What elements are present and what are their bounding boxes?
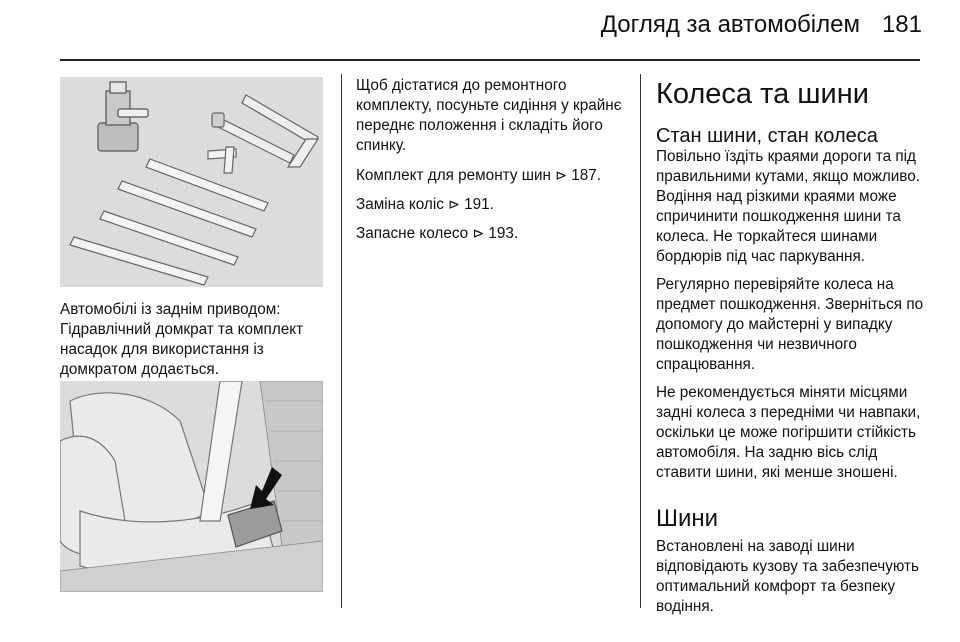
link-wheel-changing[interactable] [356,194,636,215]
link-spare-wheel[interactable] [356,223,636,244]
link-label: Комплект для ремонту шин [356,167,551,184]
middle-column [356,76,636,252]
repair-kit-access-text: Щоб дістатися до ремонтного комплекту, посуньте сидіння у крайнє переднє положення і складіть його спинку. [356,77,622,154]
cross-reference-arrow-icon: ⊳ [555,167,567,183]
column-divider-left [341,74,342,608]
link-label: Заміна коліс [356,196,444,213]
paragraph-tyres: Встановлені на заводі шини відповідають кузову та забезпечують оптимальний комфорт та безпеку водіння. [656,538,920,615]
section-title: Колеса та шини [656,78,869,110]
paragraph-wheel-rotation: Не рекомендується міняти місцями задні колеса з передніми чи навпаки, оскільки це може погіршити стійкість автомобіля. На задню вісь слід ставити шини, які менше зношені. [656,384,921,481]
figure-tool-storage-location [60,381,323,592]
cross-reference-arrow-icon: ⊳ [472,225,485,241]
jack-and-tool-kit-icon [60,77,323,287]
figure-jack-tool-kit [60,77,323,287]
right-column [656,76,924,625]
header-rule [60,59,920,61]
paragraph-check-wheels: Регулярно перевіряйте колеса на предмет пошкодження. Зверніться по допомогу до майстерні у випадку пошкодження чи незвичного спрацювання. [656,276,924,373]
link-page: 193. [488,225,519,242]
link-page: 191. [464,196,494,213]
running-header-title: Догляд за автомобілем [600,11,860,38]
link-page: 187. [571,167,601,184]
tyres-section-title: Шини [656,505,719,532]
page-number: 181 [881,11,922,38]
paragraph-driving-edges: Повільно їздіть краями дороги та під правильними кутами, якщо можливо. Водіння над різкими краями може спричинити пошкодження шини та колеса. Не торкайтеся шинами бордюрів під час паркування. [656,148,920,265]
seat-storage-location-icon [60,381,323,592]
link-tyre-repair-kit[interactable] [356,165,636,186]
cross-reference-arrow-icon: ⊳ [448,196,460,212]
figure-caption: Автомобілі із заднім приводом: Гідравлічний домкрат та комплект насадок для використання із домкратом додається. [60,301,304,378]
column-divider-right [640,74,641,608]
subsection-title: Стан шини, стан колеса [656,125,878,147]
link-label: Запасне колесо [356,225,469,242]
